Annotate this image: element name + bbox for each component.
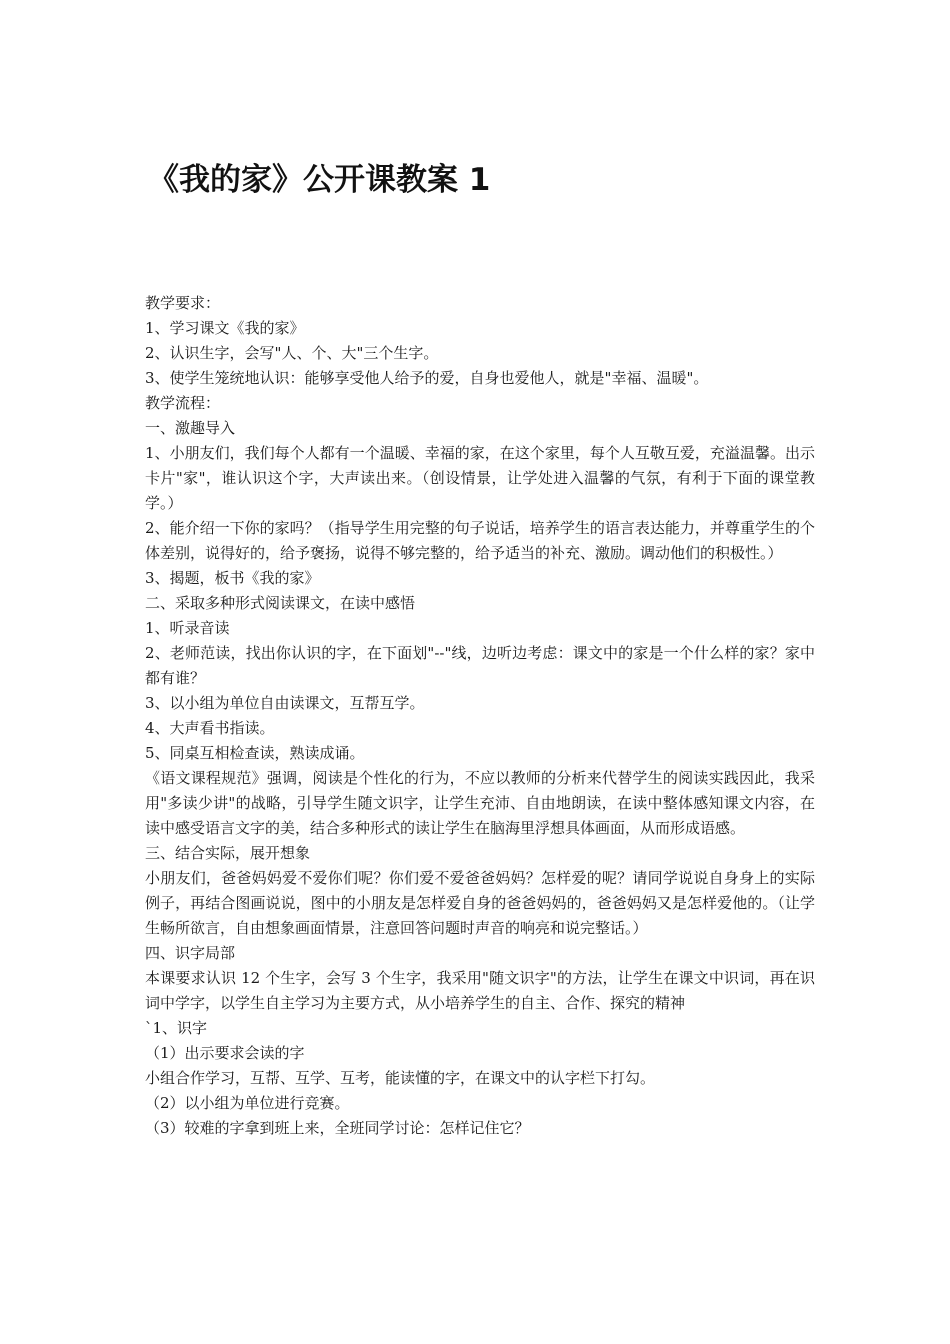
section-heading: 四、识字局部: [145, 944, 236, 962]
paragraph: 2、认识生字，会写"人、个、大"三个生字。: [145, 344, 439, 362]
paragraph: 小组合作学习，互帮、互学、互考，能读懂的字，在课文中的认字栏下打勾。: [145, 1069, 656, 1087]
paragraph: `1、识字: [145, 1019, 208, 1037]
section-heading: 教学流程：: [145, 394, 221, 412]
paragraph: 2、老师范读，找出你认识的字，在下面划"--"线，边听边考虑：课文中的家是一个什么样的家？家中都有谁？: [145, 644, 815, 687]
paragraph: 3、使学生笼统地认识：能够享受他人给予的爱，自身也爱他人，就是"幸福、温暖"。: [145, 369, 709, 387]
paragraph: 4、大声看书指读。: [145, 719, 275, 737]
paragraph: 3、揭题，板书《我的家》: [145, 569, 320, 587]
section-heading: 教学要求：: [145, 294, 221, 312]
section-heading: 三、结合实际，展开想象: [145, 844, 311, 862]
paragraph: 5、同桌互相检查读，熟读成诵。: [145, 744, 365, 762]
paragraph: 本课要求认识 12 个生字，会写 3 个生字，我采用"随文识字"的方法，让学生在课文中识词，再在识词中学字，以学生自主学习为主要方式，从小培养学生的自主、合作、探究的精神: [145, 969, 815, 1012]
document-title: 《我的家》公开课教案 1: [148, 162, 491, 198]
paragraph: （2）以小组为单位进行竞赛。: [145, 1094, 350, 1112]
document-body: [145, 291, 815, 1141]
section-heading: 一、激趣导入: [145, 419, 236, 437]
paragraph: 2、能介绍一下你的家吗？（指导学生用完整的句子说话，培养学生的语言表达能力，并尊重学生的个体差别，说得好的，给予褒扬，说得不够完整的，给予适当的补充、激励。调动他们的积极性。）: [145, 519, 815, 562]
paragraph: 1、学习课文《我的家》: [145, 319, 305, 337]
paragraph: 1、小朋友们，我们每个人都有一个温暖、幸福的家，在这个家里，每个人互敬互爱，充溢温馨。出示卡片"家"，谁认识这个字，大声读出来。（创设情景，让学处进入温馨的气氛，有利于下面的课堂教学。）: [145, 444, 815, 512]
section-heading: 二、采取多种形式阅读课文，在读中感悟: [145, 594, 416, 612]
paragraph: （3）较难的字拿到班上来，全班同学讨论：怎样记住它？: [145, 1119, 530, 1137]
paragraph: 1、听录音读: [145, 619, 230, 637]
paragraph: （1）出示要求会读的字: [145, 1044, 305, 1062]
paragraph: 小朋友们，爸爸妈妈爱不爱你们呢？你们爱不爱爸爸妈妈？怎样爱的呢？请同学说说自身身上的实际例子，再结合图画说说，图中的小朋友是怎样爱自身的爸爸妈妈的，爸爸妈妈又是怎样爱他的。（让学生畅所欲言，自由想象画面情景，注意回答问题时声音的响亮和说完整话。）: [145, 869, 815, 937]
paragraph: 《语文课程规范》强调，阅读是个性化的行为，不应以教师的分析来代替学生的阅读实践因此，我采用"多读少讲"的战略，引导学生随文识字，让学生充沛、自由地朗读，在读中整体感知课文内容，在读中感受语言文字的美，结合多种形式的读让学生在脑海里浮想具体画面，从而形成语感。: [145, 769, 815, 837]
paragraph: 3、以小组为单位自由读课文，互帮互学。: [145, 694, 425, 712]
